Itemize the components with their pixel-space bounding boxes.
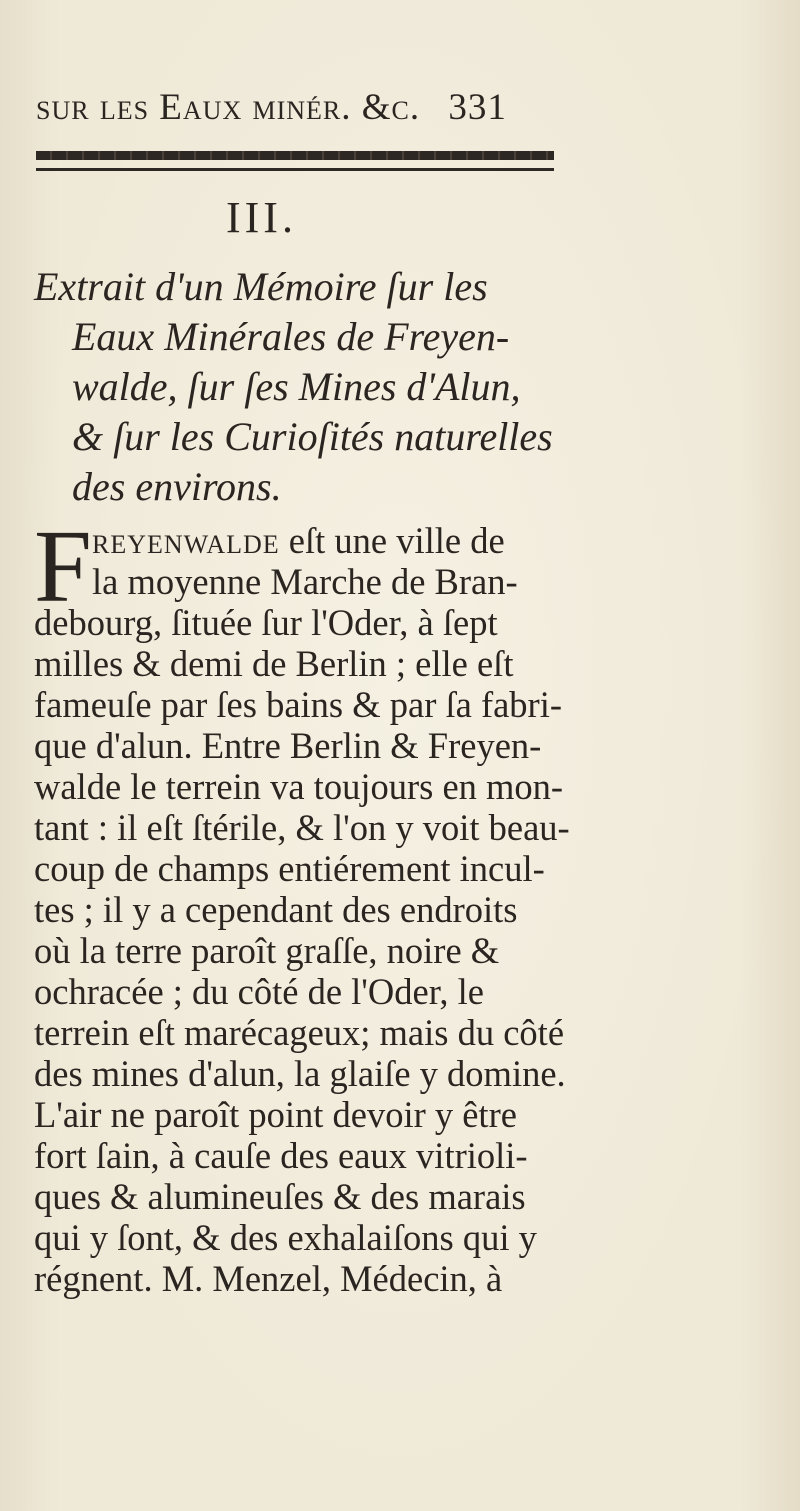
body-line: tant : il eſt ſtérile, & l'on y voit beau-: [34, 807, 570, 848]
running-title: sur les Eaux minér. &c.: [36, 87, 421, 128]
ornamental-rule-thick: [36, 151, 554, 160]
body-line: que d'alun. Entre Berlin & Freyen-: [34, 725, 542, 766]
body-line: terrein eſt marécageux; mais du côté: [34, 1012, 565, 1053]
running-header: [36, 86, 576, 129]
body-line: ochracée ; du côté de l'Oder, le: [34, 971, 484, 1012]
body-line: reyenwalde eſt une ville de: [92, 520, 505, 561]
body-line: L'air ne paroît point devoir y être: [34, 1094, 517, 1135]
body-line: régnent. M. Menzel, Médecin, à: [34, 1258, 503, 1299]
body-line: des mines d'alun, la glaiſe y domine.: [34, 1053, 566, 1094]
body-line: tes ; il y a cependant des endroits: [34, 889, 518, 930]
section-number: III.: [226, 193, 297, 242]
ornamental-rule-thin: [36, 168, 554, 171]
body-line: coup de champs entiérement incul-: [34, 848, 545, 889]
body-line: debourg, ſituée ſur l'Oder, à ſept: [34, 602, 498, 643]
title-line: Extrait d'un Mémoire ſur les: [34, 264, 488, 309]
first-word: reyenwalde: [92, 520, 280, 561]
article-title: [34, 262, 594, 512]
title-line: des environs.: [72, 464, 282, 509]
body-line: fort ſain, à cauſe des eaux vitrioli-: [34, 1135, 528, 1176]
body-line: ques & alumineuſes & des marais: [34, 1176, 526, 1217]
body-line: fameuſe par ſes bains & par ſa fabri-: [34, 684, 563, 725]
title-line: & ſur les Curioſités naturelles: [72, 414, 553, 459]
body-line: qui y ſont, & des exhalaiſons qui y: [34, 1217, 537, 1258]
body-line: la moyenne Marche de Bran-: [92, 561, 518, 602]
page-number: 331: [448, 87, 507, 128]
body-line: milles & demi de Berlin ; elle eſt: [34, 643, 514, 684]
body-line: où la terre paroît graſſe, noire &: [34, 930, 500, 971]
title-line: walde, ſur ſes Mines d'Alun,: [72, 364, 521, 409]
title-line: Eaux Minérales de Freyen-: [72, 314, 510, 359]
body-paragraph: [34, 509, 594, 1299]
drop-cap: F: [34, 509, 92, 624]
body-line: walde le terrein va toujours en mon-: [34, 766, 564, 807]
